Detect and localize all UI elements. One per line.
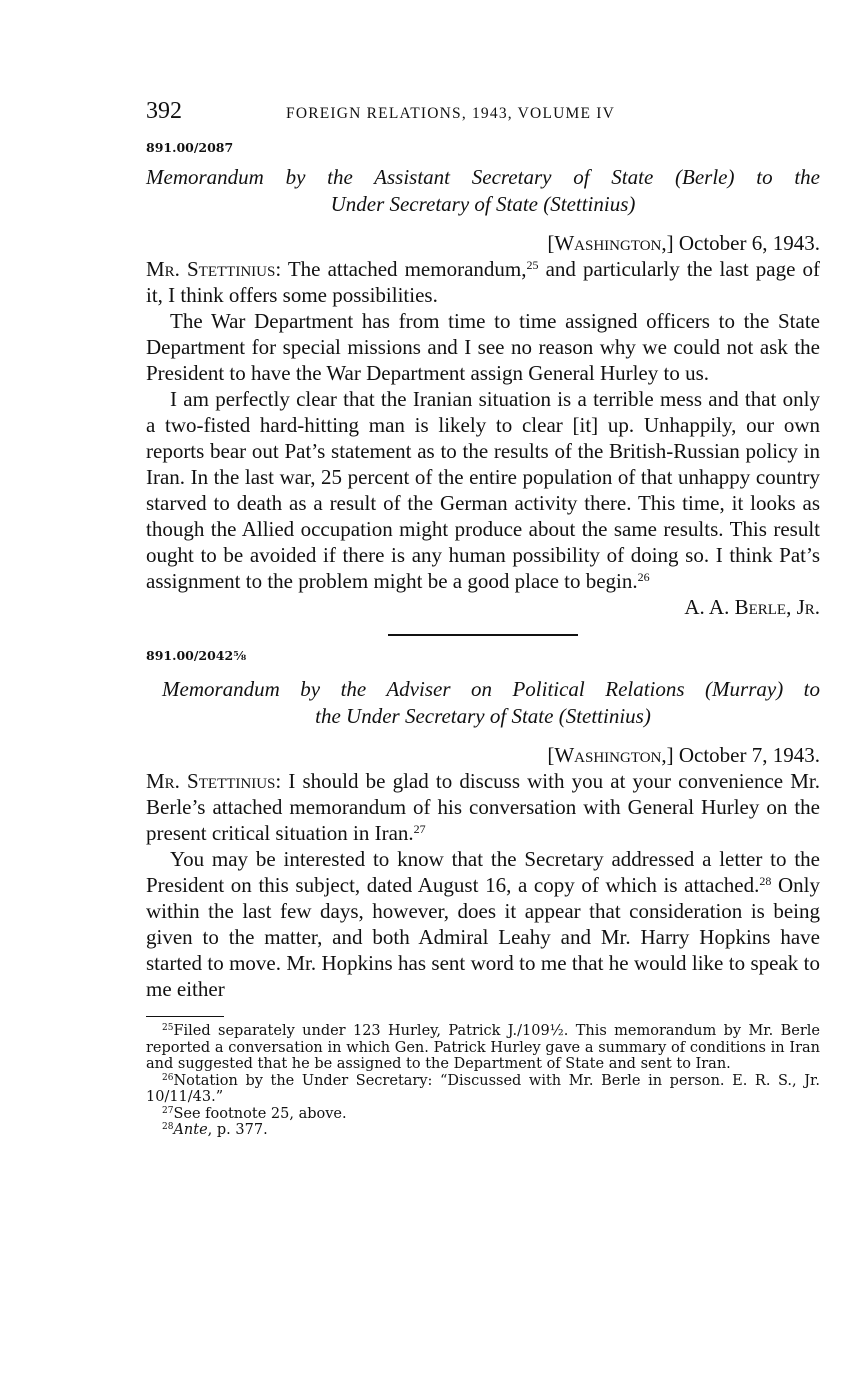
footnote-text: Filed separately under 123 Hurley, Patrick J./109½. This memorandum by Mr. Berle reported a conversation in which Gen. Patrick Hurley gave a summary of conditions in Iran and suggested that he be assigned to the Department of State and sent to Iran.: [146, 1023, 820, 1072]
dateline-place: [Washington,]: [547, 231, 674, 255]
footnote-ref[interactable]: 27: [413, 822, 426, 836]
paragraph-text: and particularly the last page of it, I think offers some possibilities.: [146, 257, 820, 307]
footnote: [146, 1073, 820, 1106]
footnote-text: Ante: [173, 1122, 208, 1138]
file-number: 891.00/2042⅝: [146, 648, 247, 663]
running-title: FOREIGN RELATIONS, 1943, VOLUME IV: [286, 105, 615, 122]
salutation: Mr. Stettinius: [146, 257, 276, 281]
footnote-text: , p. 377.: [207, 1122, 268, 1138]
footnote-number: 27: [162, 1105, 174, 1116]
dateline-date: October 6, 1943.: [678, 231, 820, 255]
paragraph: [146, 846, 820, 1002]
footnote-ref[interactable]: 25: [526, 258, 539, 272]
footnote-number: 28: [162, 1122, 174, 1132]
dateline: [146, 230, 820, 256]
paragraph-text: : The attached memorandum,: [275, 257, 527, 281]
paragraph-text: : I should be glad to discuss with you at your convenience Mr. Berle’s attached memorandum of his conversation with General Hurley on the present critical situation in Iran.: [146, 769, 820, 845]
page-number: 392: [146, 98, 182, 124]
file-number: 891.00/2087: [146, 140, 234, 155]
dateline-place: [Washington,]: [547, 743, 674, 767]
document-page: [146, 98, 820, 1139]
paragraph: [146, 386, 820, 594]
footnote-ref[interactable]: 26: [637, 570, 650, 584]
paragraph: The War Department has from time to time assigned officers to the State Department for special missions and I see no reason why we could not ask the President to have the War Department assign General Hurley to us.: [146, 309, 820, 385]
dateline: [146, 742, 820, 768]
footnote-number: 26: [162, 1072, 174, 1083]
section-divider: [388, 634, 578, 636]
title-line: Memorandum by the Adviser on Political Relations (Murray) to: [162, 677, 820, 701]
document-title: [146, 164, 820, 218]
footnotes: [146, 1023, 820, 1139]
salutation: Mr. Stettinius: [146, 769, 276, 793]
dateline-date: October 7, 1943.: [678, 743, 820, 767]
footnote: [146, 1023, 820, 1073]
paragraph: [146, 256, 820, 308]
footnote: [146, 1122, 820, 1139]
paragraph: [146, 768, 820, 846]
title-line: the Under Secretary of State (Stettinius): [315, 704, 651, 728]
footnote: [146, 1106, 820, 1123]
footnote-divider: [146, 1016, 224, 1017]
document-title: [146, 676, 820, 730]
signature: A. A. Berle, Jr.: [684, 595, 820, 619]
paragraph-text: I am perfectly clear that the Iranian situation is a terrible mess and that only a two-fisted hard-hitting man is likely to clear [it] up. Unhappily, our own reports bear out Pat’s statement as to the results of the British-Russian policy in Iran. In the last war, 25 percent of the entire population of that unhappy country starved to death as a result of the German activity there. This time, it looks as though the Allied occupation might produce about the same results. This result ought to be avoided if there is any human possibility of doing so. I think Pat’s assignment to the problem might be a good place to begin.: [146, 387, 820, 593]
footnote-text: Notation by the Under Secretary: “Discussed with Mr. Berle in person. E. R. S., Jr. 10/11/43.”: [146, 1072, 820, 1105]
running-header: [146, 98, 820, 138]
paragraph-text: You may be interested to know that the Secretary addressed a letter to the President on this subject, dated August 16, a copy of which is attached.: [146, 847, 820, 897]
paragraph-text: Only within the last few days, however, does it appear that consideration is being given to the matter, and both Admiral Leahy and Mr. Harry Hopkins have started to move. Mr. Hopkins has sent word to me that he would like to speak to me either: [146, 873, 821, 1001]
footnote-number: 25: [162, 1023, 174, 1033]
title-line: Memorandum by the Assistant Secretary of State (Berle) to the: [146, 165, 820, 189]
title-line: Under Secretary of State (Stettinius): [330, 192, 636, 216]
footnote-ref[interactable]: 28: [759, 874, 772, 888]
footnote-text: See footnote 25, above.: [173, 1105, 347, 1122]
